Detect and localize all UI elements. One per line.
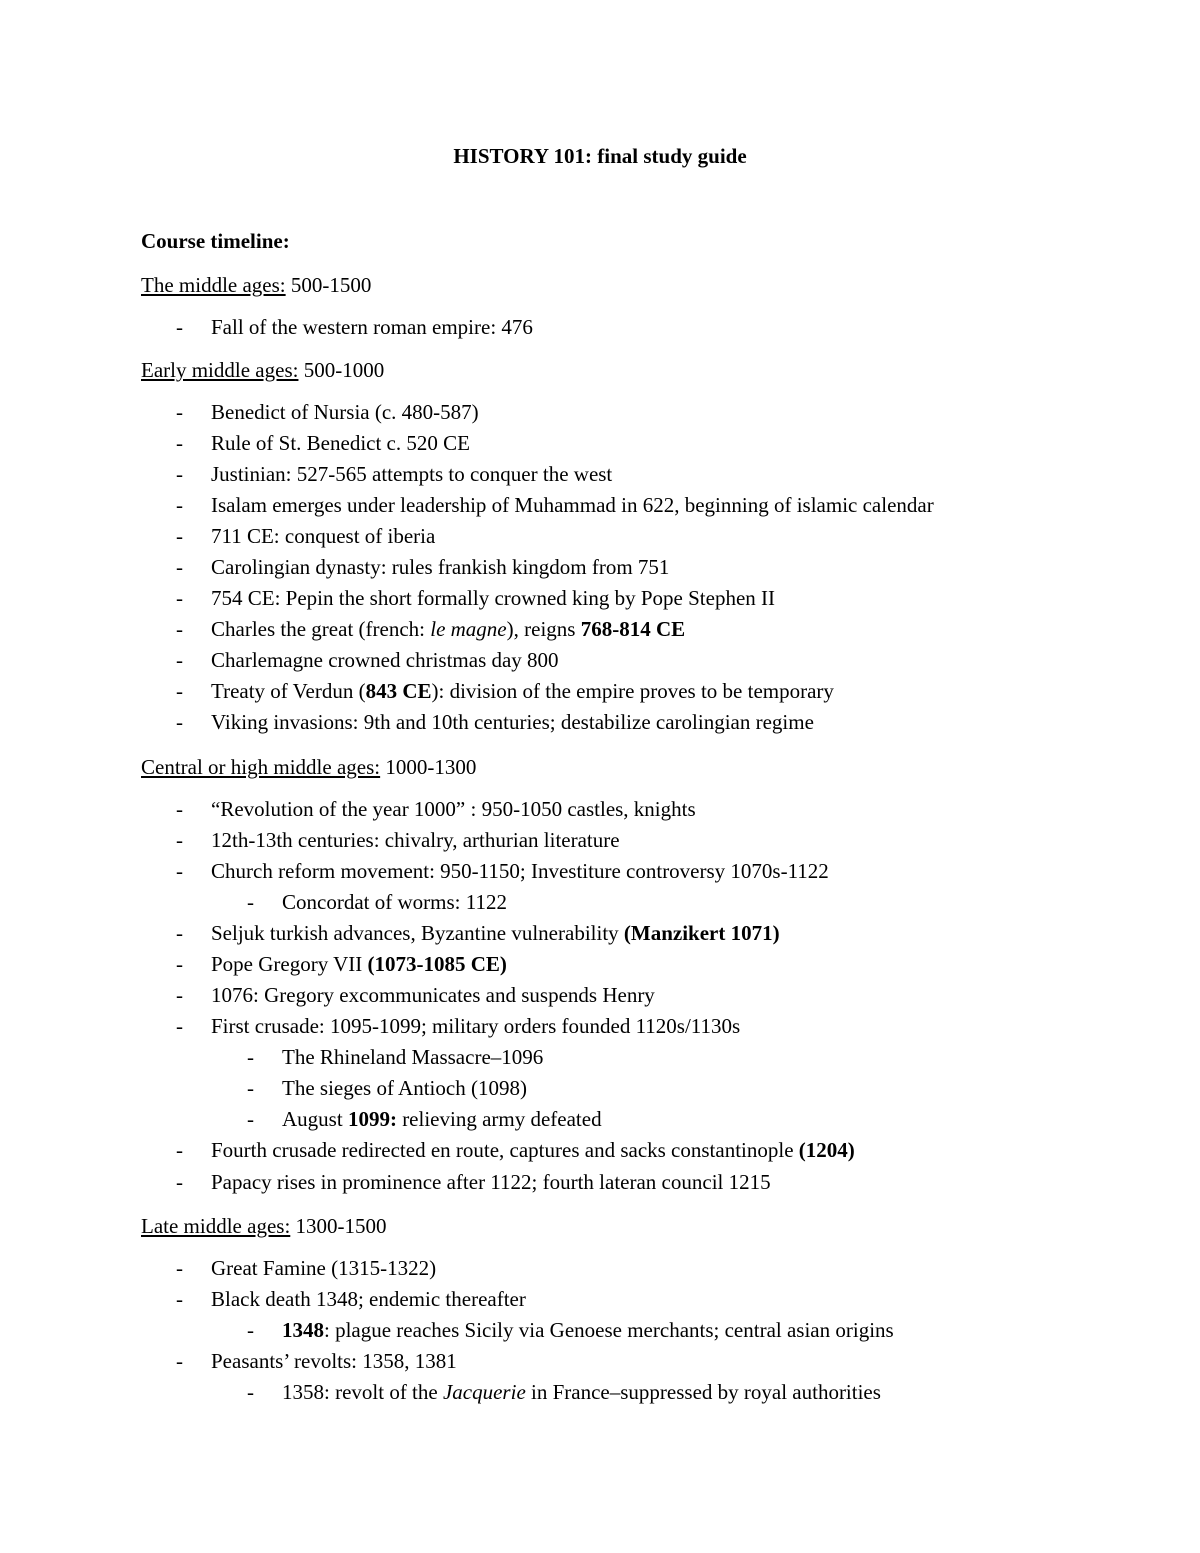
sub-list-item: - August 1099: relieving army defeated: [247, 1107, 602, 1131]
list-item: - First crusade: 1095-1099; military orders founded 1120s/1130s: [176, 1014, 741, 1038]
list-item: - 1076: Gregory excommunicates and suspends Henry: [176, 983, 655, 1007]
list-item: - Papacy rises in prominence after 1122; fourth lateran council 1215: [176, 1170, 771, 1194]
course-timeline-heading: Course timeline:: [141, 229, 290, 253]
list-item: - Pope Gregory VII (1073-1085 CE): [176, 952, 507, 976]
list-item: - Black death 1348; endemic thereafter: [176, 1287, 526, 1311]
list-item: - Fourth crusade redirected en route, captures and sacks constantinople (1204): [176, 1138, 855, 1162]
list-item: - 711 CE: conquest of iberia: [176, 524, 436, 548]
list-item: - Charles the great (french: le magne), reigns 768-814 CE: [176, 617, 686, 641]
list-item: - Isalam emerges under leadership of Muhammad in 622, beginning of islamic calendar: [176, 493, 934, 517]
list-item: - Treaty of Verdun (843 CE): division of the empire proves to be temporary: [176, 679, 834, 703]
list-item: - Viking invasions: 9th and 10th centuries; destabilize carolingian regime: [176, 710, 814, 734]
section-heading: Early middle ages: 500-1000: [141, 358, 385, 382]
list-item: - Carolingian dynasty: rules frankish kingdom from 751: [176, 555, 670, 579]
list-item: - Fall of the western roman empire: 476: [176, 315, 533, 339]
list-item: - Justinian: 527-565 attempts to conquer the west: [176, 462, 613, 486]
list-item: - Church reform movement: 950-1150; Investiture controversy 1070s-1122: [176, 859, 829, 883]
section-heading: Late middle ages: 1300-1500: [141, 1214, 387, 1238]
sub-list-item: - The Rhineland Massacre–1096: [247, 1045, 544, 1069]
list-item: - Rule of St. Benedict c. 520 CE: [176, 431, 470, 455]
list-item: - 754 CE: Pepin the short formally crowned king by Pope Stephen II: [176, 586, 775, 610]
sub-list-item: - Concordat of worms: 1122: [247, 890, 507, 914]
list-item: - Peasants’ revolts: 1358, 1381: [176, 1349, 457, 1373]
sub-list-item: - 1348: plague reaches Sicily via Genoese merchants; central asian origins: [247, 1318, 894, 1342]
list-item: - Benedict of Nursia (c. 480-587): [176, 400, 479, 424]
list-item: - Seljuk turkish advances, Byzantine vulnerability (Manzikert 1071): [176, 921, 780, 945]
sub-list-item: - The sieges of Antioch (1098): [247, 1076, 527, 1100]
document-title: HISTORY 101: final study guide: [453, 144, 747, 168]
section-heading: The middle ages: 500-1500: [141, 273, 372, 297]
sub-list-item: - 1358: revolt of the Jacquerie in France–suppressed by royal authorities: [247, 1380, 881, 1404]
list-item: - Charlemagne crowned christmas day 800: [176, 648, 559, 672]
list-item: - Great Famine (1315-1322): [176, 1256, 437, 1280]
section-heading: Central or high middle ages: 1000-1300: [141, 755, 477, 779]
list-item: - “Revolution of the year 1000” : 950-1050 castles, knights: [176, 797, 696, 821]
list-item: - 12th-13th centuries: chivalry, arthurian literature: [176, 828, 620, 852]
